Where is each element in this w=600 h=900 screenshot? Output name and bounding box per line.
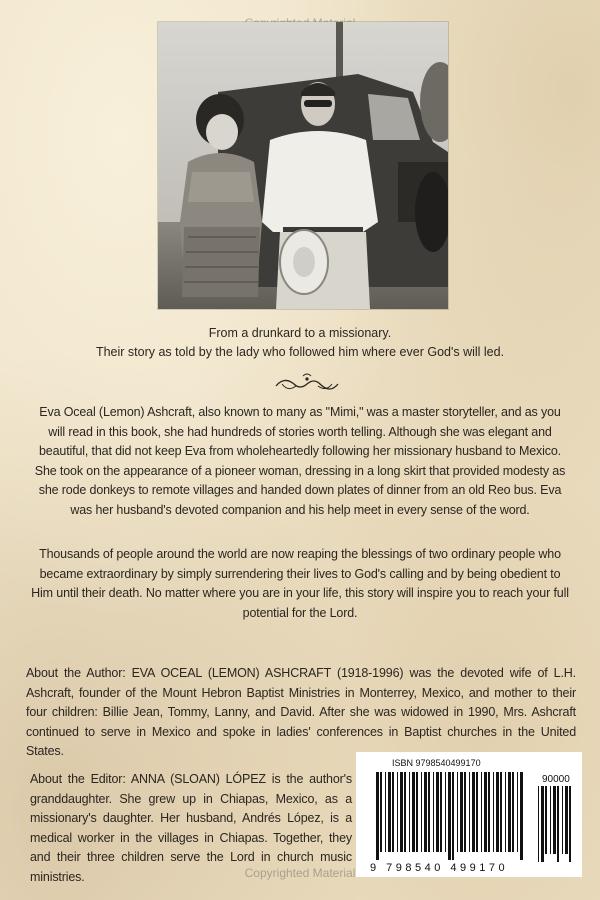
description-paragraph-1: Eva Oceal (Lemon) Ashcraft, also known to many as "Mimi," was a master storyteller, and as you will read in this book, she had hundreds of stories worth telling. Although she was elegant and beautiful, that did not keep Eva from wholeheartedly following her missionary husband to Mexico. She took on the appearance of a pioneer woman, dressing in a long skirt that provided modesty as she rode donkeys to remote villages and handed down plates of dinner from an old Reo bus. Eva was her husband's devoted companion and his help meet in every sense of the word.: [34, 405, 566, 517]
copyright-watermark-bottom: Copyrighted Material: [244, 866, 356, 880]
barcode-digits: 9 798540 499170: [370, 862, 509, 874]
barcode-main-bars-icon: [374, 772, 526, 860]
tagline: [60, 324, 540, 362]
about-the-author: About the Author: EVA OCEAL (LEMON) ASHCRAFT (1918-1996) was the devoted wife of L.H. Ashcraft, founder of the Mount Hebron Baptist Ministries in Monterrey, Mexico, and mother to their four children: Billie Jean, Tommy, Lanny, and David. After she was widowed in 1990, Mrs. Ashcraft continued to serve in Mexico and spoke in ladies' conferences in Baptist churches in the United States.: [26, 666, 576, 758]
price-code: 90000: [542, 774, 570, 785]
barcode-addon-bars-icon: [536, 786, 576, 862]
cover-photo: [158, 22, 448, 309]
description-paragraph-2: Thousands of people around the world are now reaping the blessings of two ordinary people who became extraordinary by simply surrendering their lives to God's calling and by being obedient to Him until their death. No matter where you are in your life, this story will inspire you to reach your full potential for the Lord.: [31, 547, 569, 620]
isbn-barcode: [356, 752, 582, 877]
flourish-divider-icon: [272, 372, 342, 396]
about-the-editor: About the Editor: ANNA (SLOAN) LÓPEZ is the author's granddaughter. She grew up in Chiapas, Mexico, as a missionary's daughter. Her husband, Andrés López, is a medical worker in the villages in Chiapas. Together, they and their three children serve the Lord in church music ministries.: [30, 772, 352, 884]
isbn-label: ISBN 9798540499170: [392, 758, 481, 768]
tagline-line-2: Their story as told by the lady who followed him where ever God's will led.: [95, 345, 505, 359]
tagline-line-1: From a drunkard to a missionary.: [208, 326, 392, 340]
